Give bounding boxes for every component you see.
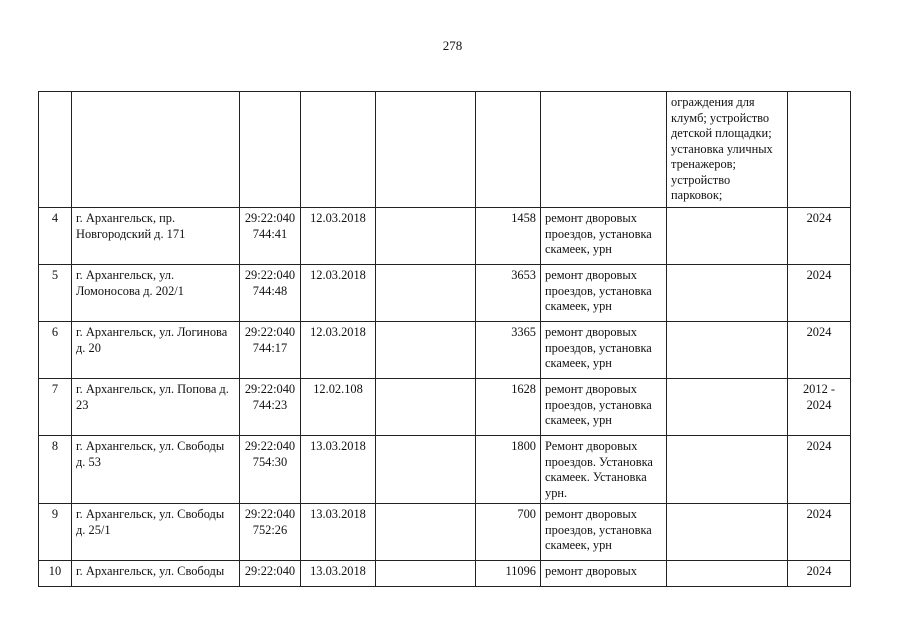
works-cell: ремонт дворовых проездов, установка скамеек, урн: [541, 322, 667, 379]
year-cell: 2024: [788, 208, 851, 265]
empty-cell: [376, 208, 476, 265]
registry-table-body: [39, 92, 851, 587]
table-row: [39, 561, 851, 587]
extra-works-cell: [667, 322, 788, 379]
table-row: [39, 208, 851, 265]
empty-cell: [376, 322, 476, 379]
year-cell: 2024: [788, 561, 851, 587]
empty-cell: [376, 265, 476, 322]
area-cell: 1458: [476, 208, 541, 265]
empty-cell: [376, 436, 476, 504]
cadastral-cell: 29:22:040 744:17: [240, 322, 301, 379]
row-number-cell: 6: [39, 322, 72, 379]
date-cell: 13.03.2018: [301, 561, 376, 587]
area-cell: 3653: [476, 265, 541, 322]
extra-works-cell: [667, 504, 788, 561]
extra-works-cell: [667, 379, 788, 436]
empty-cell: [376, 92, 476, 208]
row-number-cell: 4: [39, 208, 72, 265]
cadastral-cell: 29:22:040 754:30: [240, 436, 301, 504]
area-cell: 3365: [476, 322, 541, 379]
registry-table: [38, 91, 851, 587]
works-cell: Ремонт дворовых проездов. Установка скамеек. Установка урн.: [541, 436, 667, 504]
table-row: [39, 436, 851, 504]
area-cell: 1800: [476, 436, 541, 504]
address-cell: г. Архангельск, ул. Попова д. 23: [72, 379, 240, 436]
extra-works-cell: ограждения для клумб; устройство детской площадки; установка уличных тренажеров; устройство парковок;: [667, 92, 788, 208]
address-cell: г. Архангельск, ул. Ломоносова д. 202/1: [72, 265, 240, 322]
table-row: [39, 322, 851, 379]
date-cell: 12.03.2018: [301, 265, 376, 322]
area-cell: 11096: [476, 561, 541, 587]
address-cell: г. Архангельск, пр. Новгородский д. 171: [72, 208, 240, 265]
row-number-cell: [39, 92, 72, 208]
row-number-cell: 9: [39, 504, 72, 561]
extra-works-cell: [667, 436, 788, 504]
address-cell: г. Архангельск, ул. Свободы: [72, 561, 240, 587]
address-cell: [72, 92, 240, 208]
page-number: 278: [442, 38, 463, 53]
works-cell: ремонт дворовых проездов, установка скамеек, урн: [541, 265, 667, 322]
empty-cell: [376, 379, 476, 436]
row-number-cell: 10: [39, 561, 72, 587]
table-row-continuation: [39, 92, 851, 208]
year-cell: 2024: [788, 436, 851, 504]
table-row: [39, 504, 851, 561]
table-row: [39, 265, 851, 322]
extra-works-cell: [667, 561, 788, 587]
cadastral-cell: [240, 92, 301, 208]
year-cell: 2024: [788, 504, 851, 561]
date-cell: [301, 92, 376, 208]
cadastral-cell: 29:22:040 744:23: [240, 379, 301, 436]
works-cell: ремонт дворовых проездов, установка скамеек, урн: [541, 504, 667, 561]
empty-cell: [376, 504, 476, 561]
works-cell: [541, 92, 667, 208]
cadastral-cell: 29:22:040: [240, 561, 301, 587]
row-number-cell: 8: [39, 436, 72, 504]
works-cell: ремонт дворовых: [541, 561, 667, 587]
works-cell: ремонт дворовых проездов, установка скамеек, урн: [541, 208, 667, 265]
year-cell: 2024: [788, 265, 851, 322]
area-cell: [476, 92, 541, 208]
year-cell: [788, 92, 851, 208]
extra-works-cell: [667, 265, 788, 322]
area-cell: 1628: [476, 379, 541, 436]
date-cell: 12.02.108: [301, 379, 376, 436]
empty-cell: [376, 561, 476, 587]
date-cell: 12.03.2018: [301, 322, 376, 379]
address-cell: г. Архангельск, ул. Логинова д. 20: [72, 322, 240, 379]
row-number-cell: 7: [39, 379, 72, 436]
date-cell: 13.03.2018: [301, 504, 376, 561]
cadastral-cell: 29:22:040 752:26: [240, 504, 301, 561]
cadastral-cell: 29:22:040 744:41: [240, 208, 301, 265]
area-cell: 700: [476, 504, 541, 561]
year-cell: 2012 - 2024: [788, 379, 851, 436]
row-number-cell: 5: [39, 265, 72, 322]
date-cell: 13.03.2018: [301, 436, 376, 504]
works-cell: ремонт дворовых проездов, установка скамеек, урн: [541, 379, 667, 436]
year-cell: 2024: [788, 322, 851, 379]
table-row: [39, 379, 851, 436]
address-cell: г. Архангельск, ул. Свободы д. 25/1: [72, 504, 240, 561]
cadastral-cell: 29:22:040 744:48: [240, 265, 301, 322]
extra-works-cell: [667, 208, 788, 265]
date-cell: 12.03.2018: [301, 208, 376, 265]
address-cell: г. Архангельск, ул. Свободы д. 53: [72, 436, 240, 504]
